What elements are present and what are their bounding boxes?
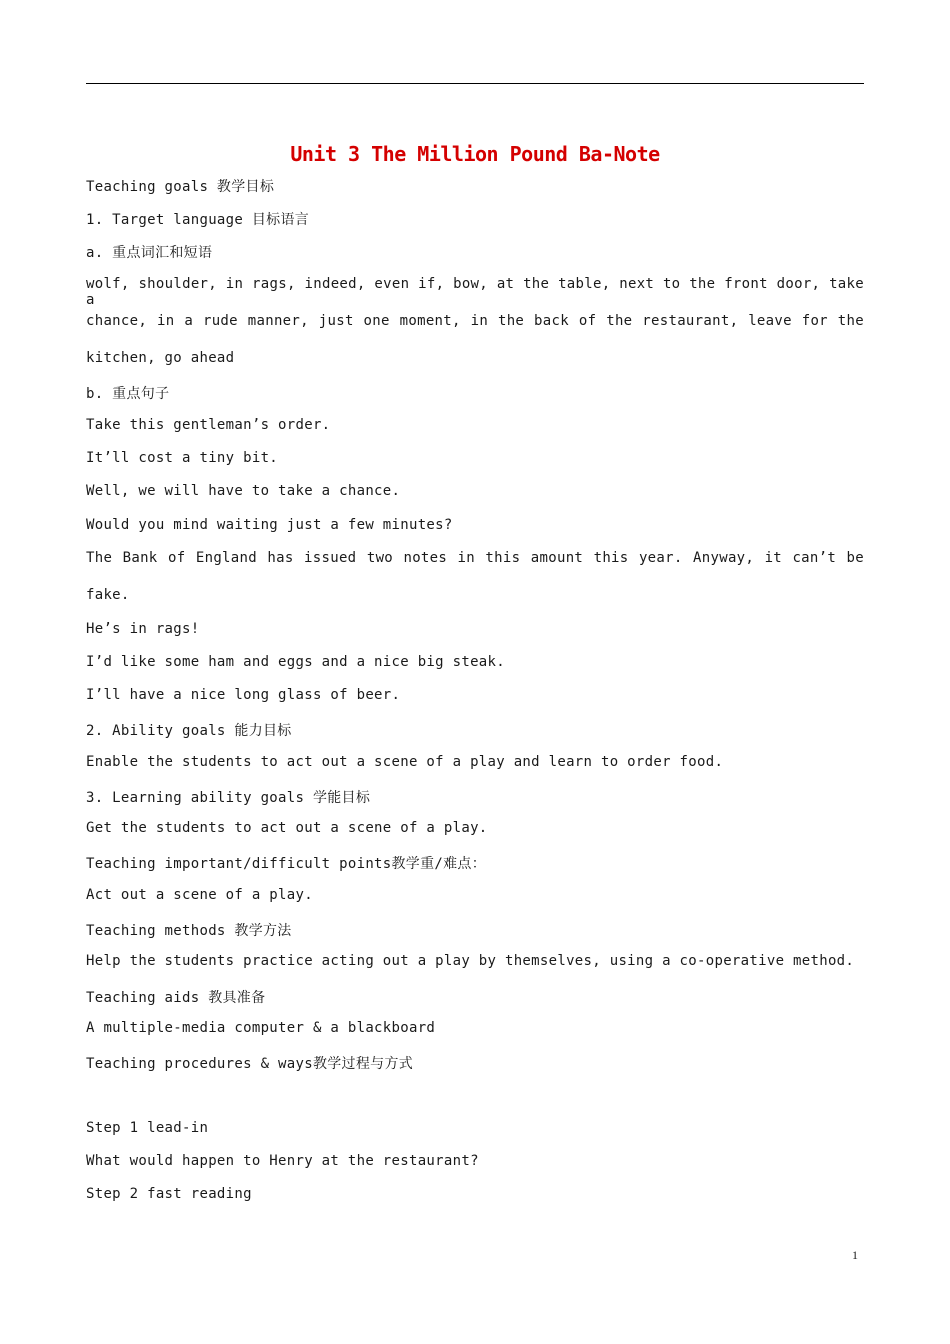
text-line: Step 1 lead-in xyxy=(86,1120,209,1136)
text-line: Teaching methods 教学方法 xyxy=(86,923,292,939)
text-line: chance, in a rude manner, just one moment, in the back of the restaurant, leave for the xyxy=(86,313,864,329)
text-line: A multiple-media computer & a blackboard xyxy=(86,1020,436,1036)
text-line: I’d like some ham and eggs and a nice big steak. xyxy=(86,654,505,670)
text-line: Enable the students to act out a scene of a play and learn to order food. xyxy=(86,754,724,770)
text-line: Get the students to act out a scene of a play. xyxy=(86,820,488,836)
text-line: Act out a scene of a play. xyxy=(86,887,313,903)
text-line: a. 重点词汇和短语 xyxy=(86,245,213,261)
document-title: Unit 3 The Million Pound Ba-Note xyxy=(290,142,660,166)
page-number: 1 xyxy=(852,1248,858,1262)
text-line: 1. Target language 目标语言 xyxy=(86,212,310,228)
text-line: Teaching important/difficult points教学重/难点： xyxy=(86,856,487,872)
text-line: Help the students practice acting out a play by themselves, using a co-operative method. xyxy=(86,953,855,969)
text-line: Teaching procedures & ways教学过程与方式 xyxy=(86,1056,414,1072)
text-line: He’s in rags! xyxy=(86,621,200,637)
text-line: fake. xyxy=(86,587,130,603)
text-line: It’ll cost a tiny bit. xyxy=(86,450,279,466)
text-line: I’ll have a nice long glass of beer. xyxy=(86,687,401,703)
text-line: kitchen, go ahead xyxy=(86,350,235,366)
text-line: 2. Ability goals 能力目标 xyxy=(86,723,292,739)
text-line: The Bank of England has issued two notes in this amount this year. Anyway, it can’t be xyxy=(86,550,864,566)
text-line: What would happen to Henry at the restaurant? xyxy=(86,1153,479,1169)
text-line: 3. Learning ability goals 学能目标 xyxy=(86,790,371,806)
text-line: Teaching aids 教具准备 xyxy=(86,990,266,1006)
text-line: Would you mind waiting just a few minutes? xyxy=(86,517,453,533)
text-line: Teaching goals 教学目标 xyxy=(86,179,275,195)
text-line: b. 重点句子 xyxy=(86,386,170,402)
text-line: Take this gentleman’s order. xyxy=(86,417,331,433)
text-line: Well, we will have to take a chance. xyxy=(86,483,401,499)
header-rule xyxy=(86,83,864,84)
text-line: wolf, shoulder, in rags, indeed, even if, bow, at the table, next to the front door, take a xyxy=(86,276,864,308)
text-line: Step 2 fast reading xyxy=(86,1186,252,1202)
